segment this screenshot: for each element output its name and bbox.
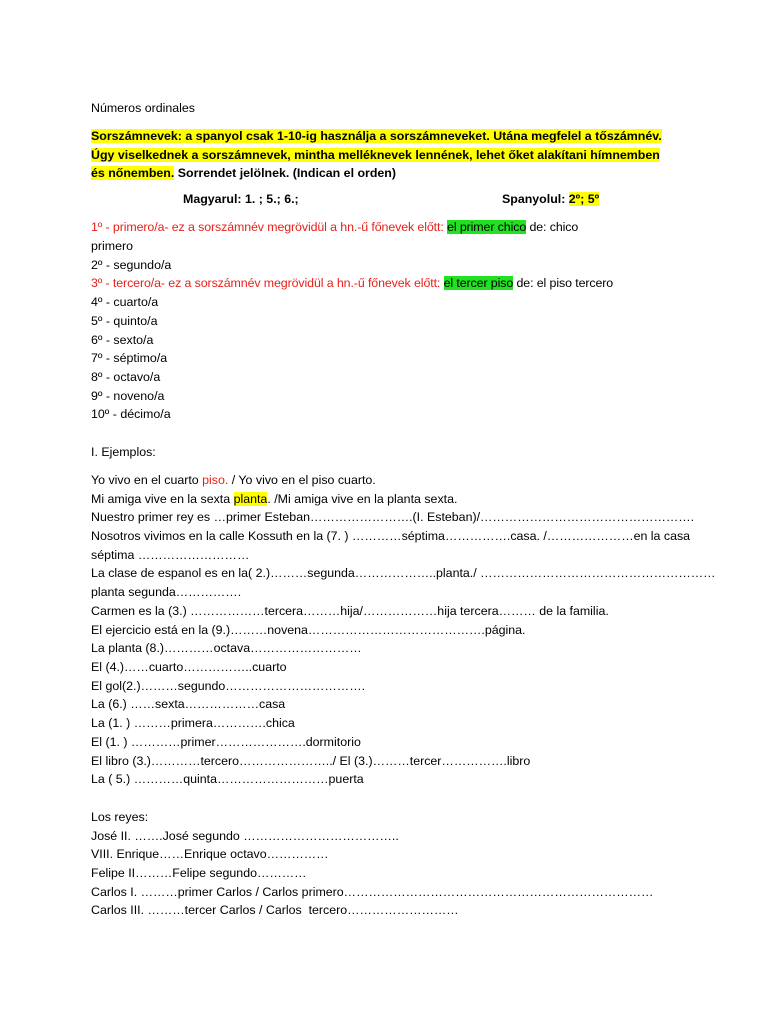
ordinal-first-red: 1º - primero/a- ez a sorszámnév megrövidül a hn.-ű főnevek előtt: [91,220,448,234]
ordinal-first-cont: primero [91,239,133,253]
ordinal-third [91,274,613,292]
example-line: La (6.) ……sexta………………casa [91,697,286,711]
example-text: Mi amiga vive en la sexta [91,492,234,506]
example-text: Yo vivo en el cuarto [91,473,203,487]
intro-highlight-2: Úgy viselkednek a sorszámnevek, mintha melléknevek lennének, lehet őket alakítani hímnemben [91,148,660,162]
ordinal-item: 5º - quinto/a [91,314,158,328]
ordinal-third-red: 3º - tercero/a- ez a sorszámnév megrövidül a hn.-ű főnevek előtt: [91,276,444,290]
example-line: Nuestro primer rey es …primer Esteban…………………….(I. Esteban)/……………………………………………. [91,510,695,524]
intro-line-3-rest: Sorrendet jelölnek. (Indican el orden) [174,166,397,180]
example-line: séptima ……………………… [91,548,250,562]
example-line: Nosotros vivimos en la calle Kossuth en la (7. ) …………séptima…………….casa. /…………………en la casa [91,529,691,543]
example-line: Carmen es la (3.) ………………tercera………hija/………………hija tercera……… de la familia. [91,604,609,618]
ordinal-item: 9º - noveno/a [91,389,165,403]
example-line [91,471,376,489]
ordinal-second: 2º - segundo/a [91,258,172,272]
reyes-line: Felipe II………Felipe segundo………… [91,866,307,880]
order-magyar: Magyarul: 1. ; 5.; 6.; [183,192,299,206]
ordinal-first-highlight: el primer chico [447,220,527,234]
reyes-line: Carlos III. ………tercer Carlos / Carlos tercero……………………… [91,903,459,917]
order-spanyol-value: 2º; 5º [568,192,600,206]
intro-highlight-3: és nőnemben. [91,166,175,180]
ordinal-third-highlight: el tercer piso [443,276,514,290]
example-line [91,490,457,508]
example-line: El ejercicio está en la (9.)………novena…………………………………….página. [91,623,526,637]
ordinal-first [91,218,578,236]
example-line: La planta (8.)…………octava……………………… [91,641,362,655]
example-line: La clase de espanol es en la( 2.)………segunda………………..planta./ ………………………………………………… [91,566,716,580]
intro-highlight-1: Sorszámnevek: a spanyol csak 1-10-ig használja a sorszámneveket. Utána megfelel a tőszámnév. [91,129,662,143]
ordinal-item: 6º - sexto/a [91,333,154,347]
ejemplos-heading: I. Ejemplos: [91,445,156,459]
order-spanyol [502,190,599,208]
ordinal-first-tail: de: chico [526,220,579,234]
reyes-heading: Los reyes: [91,810,149,824]
example-line: La (1. ) ………primera………….chica [91,716,295,730]
example-line: El (4.)……cuarto……………..cuarto [91,660,287,674]
example-line: La ( 5.) …………quinta………………………puerta [91,772,364,786]
order-spanyol-label: Spanyolul: [502,192,569,206]
page-title: Números ordinales [91,101,195,115]
ordinal-third-tail: de: el piso tercero [513,276,614,290]
example-line: El gol(2.)………segundo……………………………. [91,679,366,693]
example-line: planta segunda……………. [91,585,242,599]
example-line: El libro (3.)…………tercero…………………../ El (3.)………tercer…………….libro [91,754,531,768]
ordinal-item: 8º - octavo/a [91,370,161,384]
intro-line-1 [91,127,662,145]
ordinal-item: 10º - décimo/a [91,407,171,421]
example-text: / Yo vivo en el piso cuarto. [228,473,376,487]
ordinal-item: 4º - cuarto/a [91,295,159,309]
example-red-word: piso. [202,473,229,487]
example-line: El (1. ) …………primer………………….dormitorio [91,735,361,749]
intro-line-2 [91,146,660,164]
reyes-line: José II. …….José segundo ……………………………….. [91,829,399,843]
ordinal-item: 7º - séptimo/a [91,351,168,365]
example-text: . /Mi amiga vive en la planta sexta. [267,492,458,506]
reyes-line: VIII. Enrique……Enrique octavo…………… [91,847,329,861]
example-highlight-word: planta [233,492,268,506]
reyes-line: Carlos I. ………primer Carlos / Carlos primero………………………………………………………………… [91,885,654,899]
intro-line-3 [91,164,396,182]
